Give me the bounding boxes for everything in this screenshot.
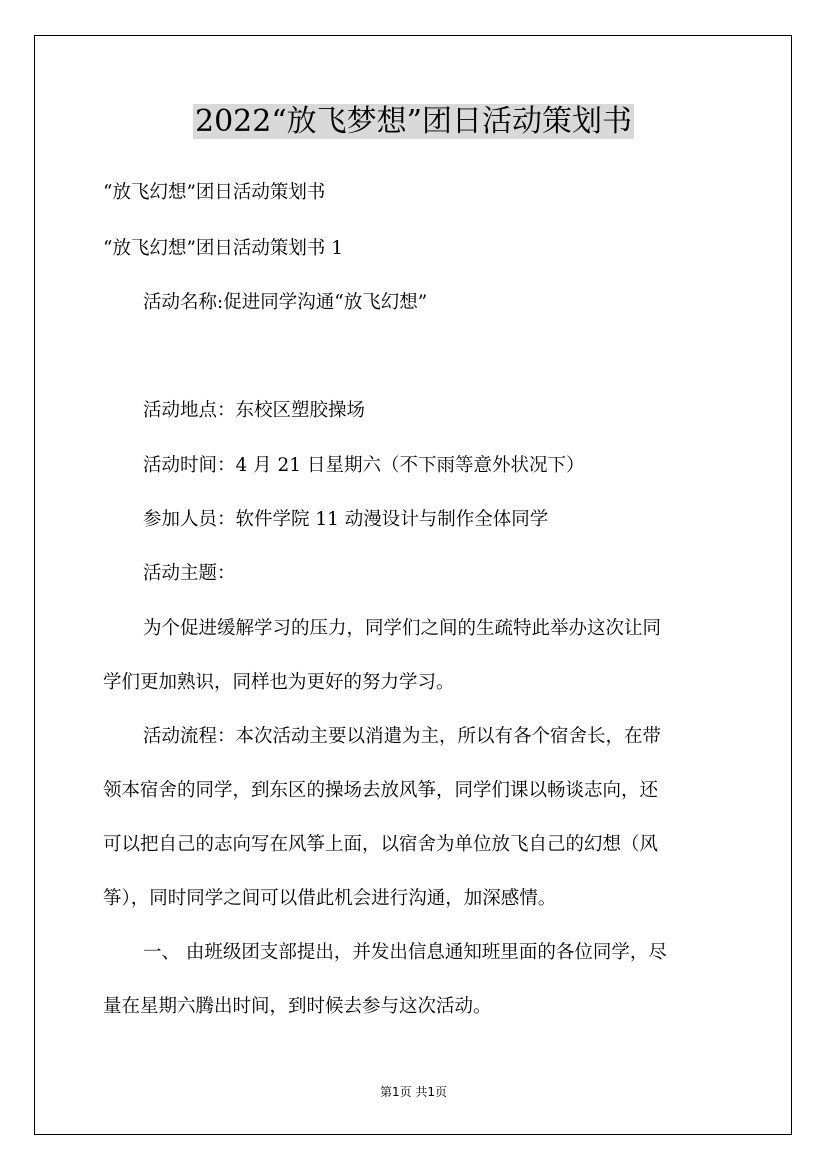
document-title-text: 2022“放飞梦想”团日活动策划书 — [194, 104, 633, 139]
step-one-paragraph-line: 一、 由班级团支部提出，并发出信息通知班里面的各位同学，尽 — [143, 942, 667, 963]
process-paragraph-line: 筝），同时同学之间可以借此机会进行沟通，加深感情。 — [103, 888, 557, 909]
process-paragraph-line: 领本宿舍的同学，到东区的操场去放风筝，同学们课以畅谈志向，还 — [103, 780, 659, 801]
theme-paragraph-line: 为个促进缓解学习的压力，同学们之间的生疏特此举办这次让同 — [143, 618, 662, 639]
participants: 参加人员：软件学院 11 动漫设计与制作全体同学 — [143, 509, 549, 530]
activity-time: 活动时间：4 月 21 日星期六（不下雨等意外状况下） — [143, 455, 585, 476]
process-paragraph-line: 活动流程：本次活动主要以消遣为主，所以有各个宿舍长，在带 — [143, 726, 662, 747]
theme-paragraph-line: 学们更加熟识，同样也为更好的努力学习。 — [103, 672, 455, 693]
activity-location: 活动地点：东校区塑胶操场 — [143, 400, 366, 421]
document-title — [0, 100, 827, 144]
page-footer: 第1页 共1页 — [379, 1085, 448, 1099]
theme-label: 活动主题： — [143, 563, 236, 584]
process-paragraph-line: 可以把自己的志向写在风筝上面，以宿舍为单位放飞自己的幻想（风 — [103, 834, 659, 855]
document-subtitle: “放飞幻想”团日活动策划书 — [103, 182, 326, 203]
section-title: “放飞幻想”团日活动策划书 1 — [103, 238, 344, 259]
activity-name: 活动名称:促进同学沟通“放飞幻想” — [143, 292, 428, 313]
step-one-paragraph-line: 量在星期六腾出时间，到时候去参与这次活动。 — [103, 996, 492, 1017]
